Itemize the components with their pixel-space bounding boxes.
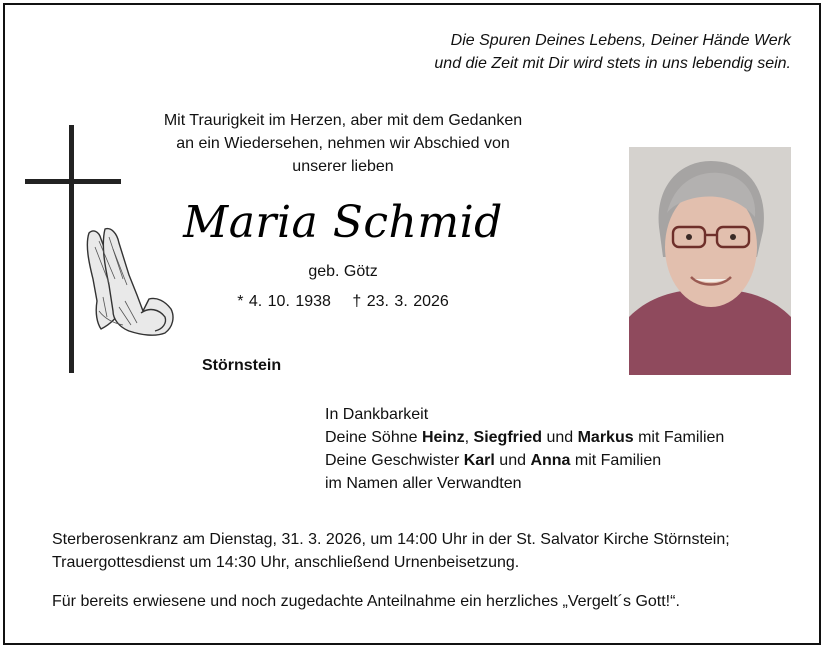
intro-line-3: unserer lieben: [292, 158, 394, 175]
mourners-line-2: Deine Söhne Heinz, Siegfried und Markus mit Familien: [325, 429, 725, 446]
deceased-name: Maria Schmid: [183, 197, 503, 248]
quote-line-1: Die Spuren Deines Lebens, Deiner Hände Werk: [450, 32, 791, 49]
mourners-line-1: In Dankbarkeit: [325, 406, 429, 423]
portrait-photo: [629, 147, 791, 375]
sibling-name: Anna: [530, 452, 571, 469]
son-name: Markus: [577, 429, 634, 446]
intro-text: [153, 109, 533, 178]
life-dates: [153, 293, 533, 311]
mourners-list: [325, 403, 724, 495]
place-of-residence: Störnstein: [202, 357, 282, 374]
birth-name: geb. Götz: [308, 263, 378, 280]
sibling-name: Karl: [463, 452, 495, 469]
service-notes: [52, 528, 812, 613]
intro-line-2: an ein Wiedersehen, nehmen wir Abschied von: [176, 135, 510, 152]
mourners-line-4: im Namen aller Verwandten: [325, 475, 522, 492]
son-name: Heinz: [421, 429, 465, 446]
death-date: † 23. 3. 2026: [352, 293, 449, 310]
service-details: Sterberosenkranz am Dienstag, 31. 3. 2026, um 14:00 Uhr in der St. Salvator Kirche Störnstein; Trauergottesdienst um 14:30 Uhr, anschließend Urnenbeisetzung.: [52, 531, 730, 571]
thanks-note: Für bereits erwiesene und noch zugedachte Anteilnahme ein herzliches „Vergelt´s Gott!“.: [52, 593, 680, 610]
mourners-line-3: Deine Geschwister Karl und Anna mit Familien: [325, 452, 662, 469]
birth-date: * 4. 10. 1938: [237, 293, 331, 310]
memorial-quote: [434, 29, 791, 75]
son-name: Siegfried: [473, 429, 542, 446]
quote-line-2: und die Zeit mit Dir wird stets in uns lebendig sein.: [434, 55, 791, 72]
obituary-card: [3, 3, 821, 645]
intro-line-1: Mit Traurigkeit im Herzen, aber mit dem Gedanken: [163, 112, 523, 129]
